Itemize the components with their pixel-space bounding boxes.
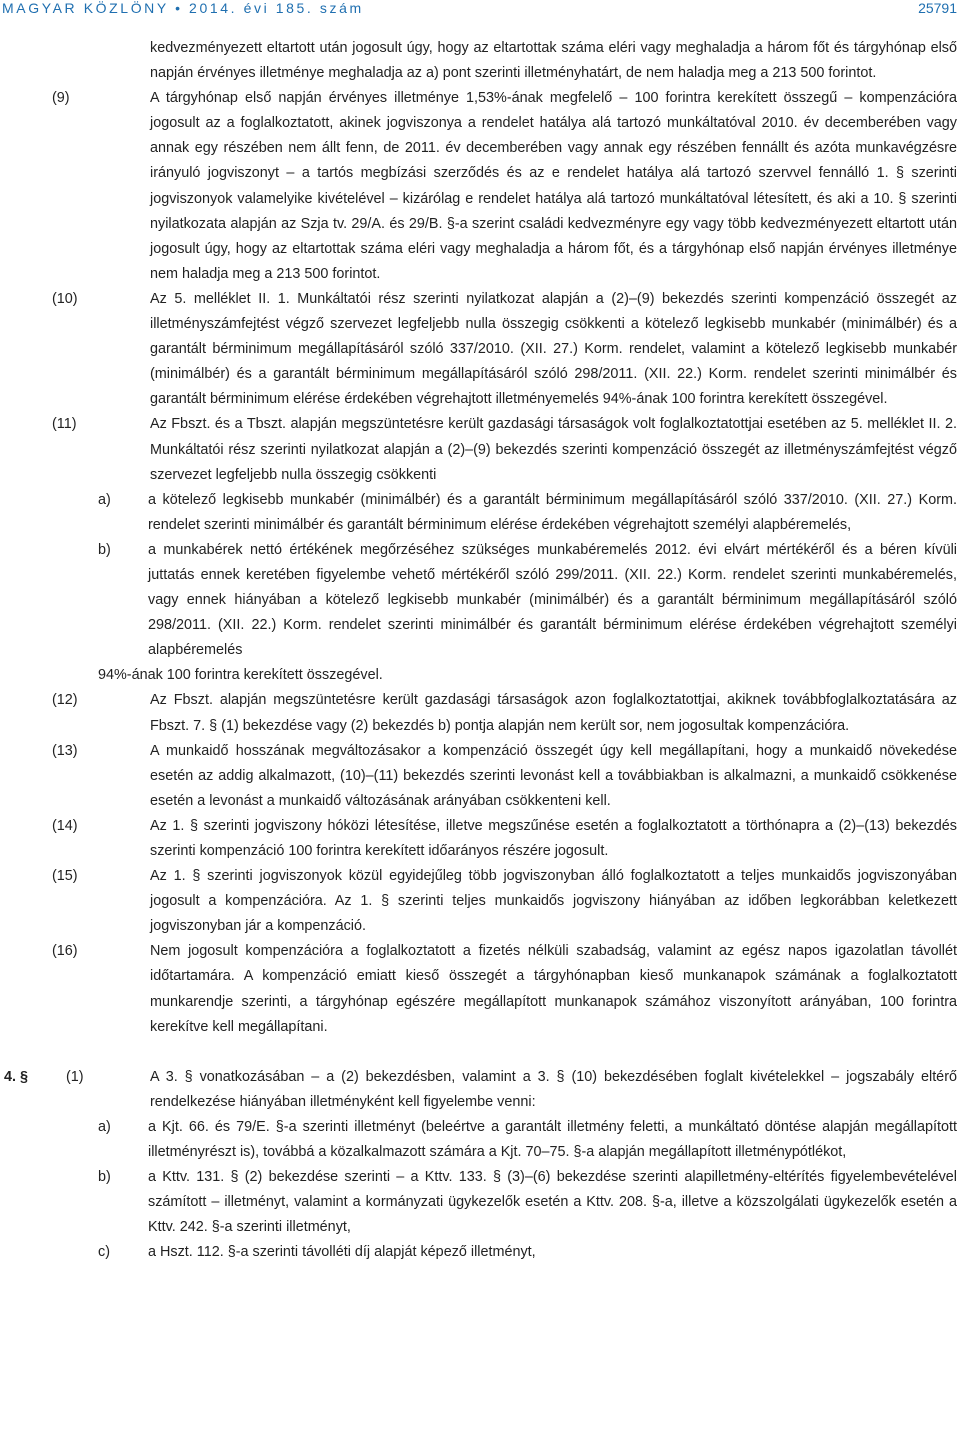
paragraph-number: (9): [52, 90, 70, 107]
paragraph-text: Az 1. § szerinti jogviszony hóközi létesítése, illetve megszűnése esetén a foglalkoztatott a törthónapra a (2)–(13) bekezdés szerinti kompenzáció 100 forintra kerekített időarányos részére jogosult.: [150, 817, 957, 859]
section-4-items: [0, 1115, 960, 1266]
intro-paragraph: kedvezményezett eltartott után jogosult úgy, hogy az eltartottak száma eléri vagy meghaladja a három főt és tárgyhónap első napján érvényes illetménye meghaladja az a) pont szerinti illetményhatárt, de nem haladja meg a 213 500 forintot.: [150, 40, 957, 82]
item-label: a): [98, 1118, 111, 1135]
paragraph-text: Az Fbszt. és a Tbszt. alapján megszüntetésre került gazdasági társaságok volt foglalkoztatottjai esetében az 5. melléklet II. 2. Munkáltatói rész szerinti nyilatkozat alapján a (2)–(9) bekezdés szerinti kompenzáció összegét az illetményszámfejtést végző szervezet legfeljebb nulla összegig csökkenti: [150, 416, 957, 483]
paragraph-text: Az 5. melléklet II. 1. Munkáltatói rész szerinti nyilatkozat alapján a (2)–(9) bekezdés szerinti kompenzáció összegét az illetményszámfejtést végző szervezet legfeljebb nulla összegig csökkenti a kötelező legkisebb munkabér (minimálbér) és a garantált bérminimum megállapításáról szóló 337/2010. (XII. 27.) Korm. rendelet, valamint a kötelező legkisebb munkabér (minimálbér) és a garantált bérminimum megállapításáról szóló 298/2011. (XII. 22.) Korm. rendelet szerinti minimálbér és garantált bérminimum elérése érdekében végrehajtott illetményemelés 94%-ának 100 forintra kerekített összegével.: [150, 290, 957, 408]
item-label: a): [98, 491, 111, 508]
paragraph-text: Nem jogosult kompenzációra a foglalkoztatott a fizetés nélküli szabadság, valamint az egész napos igazolatlan távollét időtartamára. A kompenzáció emiatt kieső összegét a tárgyhónapban kieső munkanapok számának a foglalkoztatott munkarendje szerinti, a tárgyhónap egészére megállapított munkanapok számához viszonyított arányában, 100 forintra kerekítve kell megállapítani.: [150, 943, 957, 1035]
paragraph-11: [0, 412, 960, 487]
paragraph-text: A munkaidő hosszának megváltozásakor a kompenzáció összegét úgy kell megállapítani, hogy a munkaidő növekedése esetén az addig alkalmazott, (10)–(11) bekezdés szerinti levonást kell a továbbiakban is alkalmazni, a munkaidő csökkenése esetén a levonást a munkaidő változásának arányában csökkenteni kell.: [150, 742, 957, 809]
document-body: [0, 36, 960, 1266]
paragraph-number: (12): [52, 692, 78, 709]
paragraph-9: [0, 86, 960, 287]
item-text: a Hszt. 112. §-a szerinti távolléti díj alapját képező illetményt,: [148, 1244, 536, 1261]
paragraph-15: [0, 864, 960, 939]
item-label: b): [98, 1169, 111, 1186]
journal-title: MAGYAR KÖZLÖNY • 2014. évi 185. szám: [2, 0, 364, 16]
list-item: [98, 1165, 957, 1240]
paragraph-text: A 3. § vonatkozásában – a (2) bekezdésben, valamint a 3. § (10) bekezdésében foglalt kivételekkel – jogszabály eltérő rendelkezése hiányában illetményként kell figyelembe venni:: [150, 1068, 957, 1110]
page-number: 25791: [918, 0, 957, 16]
paragraph-10: [0, 287, 960, 412]
list-item: [98, 488, 957, 538]
item-text: a Kjt. 66. és 79/E. §-a szerinti illetményt (beleértve a garantált illetmény feletti, a munkáltató döntése alapján megállapított illetményrészt is), továbbá a közalkalmazott számára a Kjt. 70–75. §-a alapján megállapított illetménypótlékot,: [148, 1118, 957, 1161]
paragraph-number: (13): [52, 742, 78, 759]
paragraph-number: (14): [52, 817, 78, 834]
list-item: [98, 538, 957, 663]
item-text: a Kttv. 131. § (2) bekezdése szerinti – a Kttv. 133. § (3)–(6) bekezdése szerinti alapilletmény-eltérítés figyelembevételével számított – illetményt, valamint a kormányzati ügykezelők esetén a Kttv. 208. §-a, illetve a közszolgálati ügykezelők esetén a Kttv. 242. §-a szerinti illetményt,: [148, 1169, 957, 1236]
item-label: c): [98, 1244, 110, 1261]
list-item: [98, 1240, 957, 1265]
paragraph-text: Az Fbszt. alapján megszüntetésre került gazdasági társaságok azon foglalkoztatottjai, akiknek továbbfoglalkoztatására az Fbszt. 7. § (1) bekezdése vagy (2) bekezdés b) pontja alapján nem került sor, nem jogosultak kompenzációra.: [150, 692, 957, 734]
paragraph-number: (11): [52, 416, 77, 433]
paragraph-11-items: [0, 488, 960, 664]
item-text: a kötelező legkisebb munkabér (minimálbér) és a garantált bérminimum megállapításáról szóló 337/2010. (XII. 27.) Korm. rendelet szerinti minimálbér és garantált bérminimum elérése érdekében végrehajtott személyi alapbéremelés,: [148, 491, 957, 533]
paragraph-12: [0, 688, 960, 738]
paragraph-13: [0, 739, 960, 814]
paragraph-number: (16): [52, 943, 78, 960]
paragraph-11-closing: 94%-ának 100 forintra kerekített összegével.: [98, 667, 383, 684]
paragraph-number: (10): [52, 290, 78, 307]
item-label: b): [98, 541, 111, 558]
paragraph-text: Az 1. § szerinti jogviszonyok közül egyidejűleg több jogviszonyban álló foglalkoztatott a teljes munkaidős jogviszonyában jogosult a kompenzációra. Az 1. § szerinti teljes munkaidős jogviszony hiányában az időben legkorábban keletkezett jogviszonyban jár a kompenzáció.: [150, 868, 957, 935]
section-label: 4. §: [4, 1068, 29, 1085]
paragraph-14: [0, 814, 960, 864]
paragraph-text: A tárgyhónap első napján érvényes illetménye 1,53%-ának megfelelő – 100 forintra kerekített összegű – kompenzációra jogosult az a foglalkoztatott, akinek jogviszonya a rendelet hatálya alá tartozó munkáltatóval 2010. év decemberében vagy annak egy részében nem állt fenn, de 2011. év decemberében vagy annak egy részében fennállt és azóta munkavégzésre irányuló jogviszonyt – a tartós megbízási szerződés és az e rendelet hatálya alá tartozó szervvel fennálló 1. § szerinti jogviszonyok valamelyike kivételével – kizárólag e rendelet hatálya alá tartozó munkáltatóval létesített, és aki a 10. § szerinti nyilatkozata alapján az Szja tv. 29/A. és 29/B. §-a szerint családi kedvezményre egy vagy több kedvezményezett eltartott után jogosult úgy, hogy az eltartottak száma eléri vagy meghaladja a három főt, és a tárgyhónap első napján érvényes illetménye nem haladja meg a 213 500 forintot.: [150, 90, 957, 282]
paragraph-16: [0, 939, 960, 1039]
paragraph-number: (1): [66, 1068, 84, 1085]
list-item: [98, 1115, 957, 1165]
page-header: [0, 0, 960, 18]
paragraph-number: (15): [52, 868, 78, 885]
item-text: a munkabérek nettó értékének megőrzéséhez szükséges munkabéremelés 2012. évi elvárt mértékéről és a béren kívüli juttatás ennek keretében figyelembe vehető mértékéről szóló 299/2011. (XII. 22.) Korm. rendelet szerinti munkabéremelés, vagy ennek hiányában a kötelező legkisebb munkabér (minimálbér) és a garantált bérminimum megállapításáról szóló 298/2011. (XII. 22.) Korm. rendelet szerinti minimálbér és garantált bérminimum elérése érdekében végrehajtott személyi alapbéremelés: [148, 541, 957, 659]
section-4: [0, 1065, 960, 1115]
